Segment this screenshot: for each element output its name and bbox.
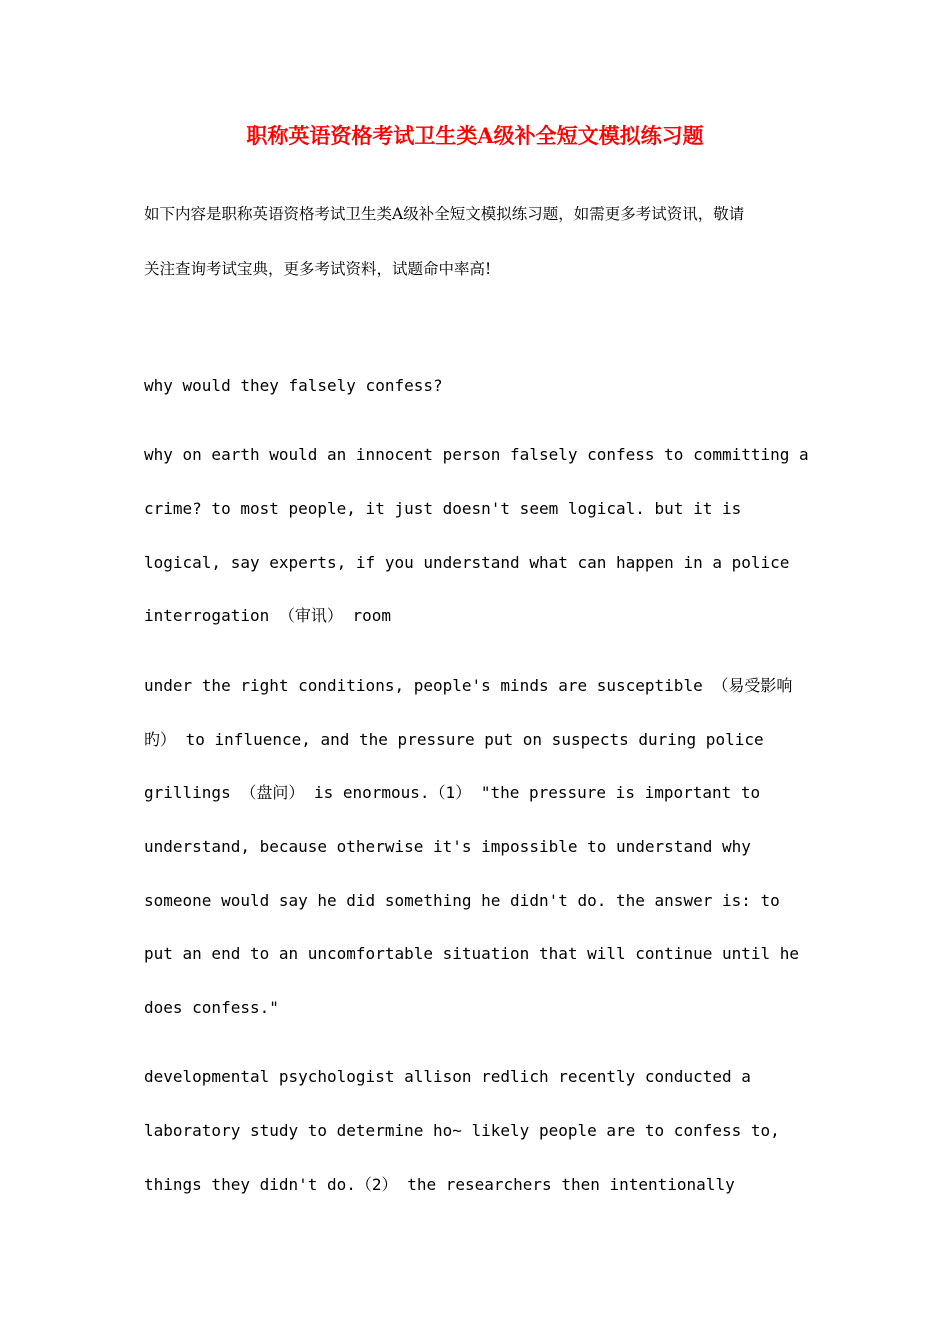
paragraph-line: laboratory study to determine ho~ likely people are to confess to, <box>144 1121 780 1140</box>
paragraph-line: things they didn't do.（2） the researchers then intentionally <box>144 1175 735 1194</box>
paragraph-line: logical, say experts, if you understand what can happen in a police <box>144 553 790 572</box>
paragraph-line: understand, because otherwise it's impossible to understand why <box>144 837 751 856</box>
paragraph-line: interrogation （审讯） room <box>144 606 392 625</box>
paragraph-line: someone would say he did something he didn't do. the answer is: to <box>144 891 780 910</box>
paragraph-line: crime? to most people, it just doesn't seem logical. but it is <box>144 499 742 518</box>
paragraph-line: under the right conditions, people's minds are susceptible （易受影响 <box>144 676 793 695</box>
page-title: 职称英语资格考试卫生类A级补全短文模拟练习题 <box>246 123 704 148</box>
intro-line-2: 关注查询考试宝典，更多考试资料，试题命中率高! <box>144 260 492 278</box>
paragraph-line: 旳） to influence, and the pressure put on suspects during police <box>144 730 764 749</box>
paragraph-line: developmental psychologist allison redlich recently conducted a <box>144 1067 751 1086</box>
paragraph-line: put an end to an uncomfortable situation that will continue until he <box>144 944 800 963</box>
paragraph-line: does confess." <box>144 998 279 1017</box>
intro-line-1: 如下内容是职称英语资格考试卫生类A级补全短文模拟练习题，如需更多考试资讯，敬请 <box>144 205 745 223</box>
paragraph-line: why on earth would an innocent person falsely confess to committing a <box>144 445 809 464</box>
section-heading: why would they falsely confess? <box>144 376 443 395</box>
paragraph-line: grillings （盘问） is enormous.（1） "the pressure is important to <box>144 783 761 802</box>
